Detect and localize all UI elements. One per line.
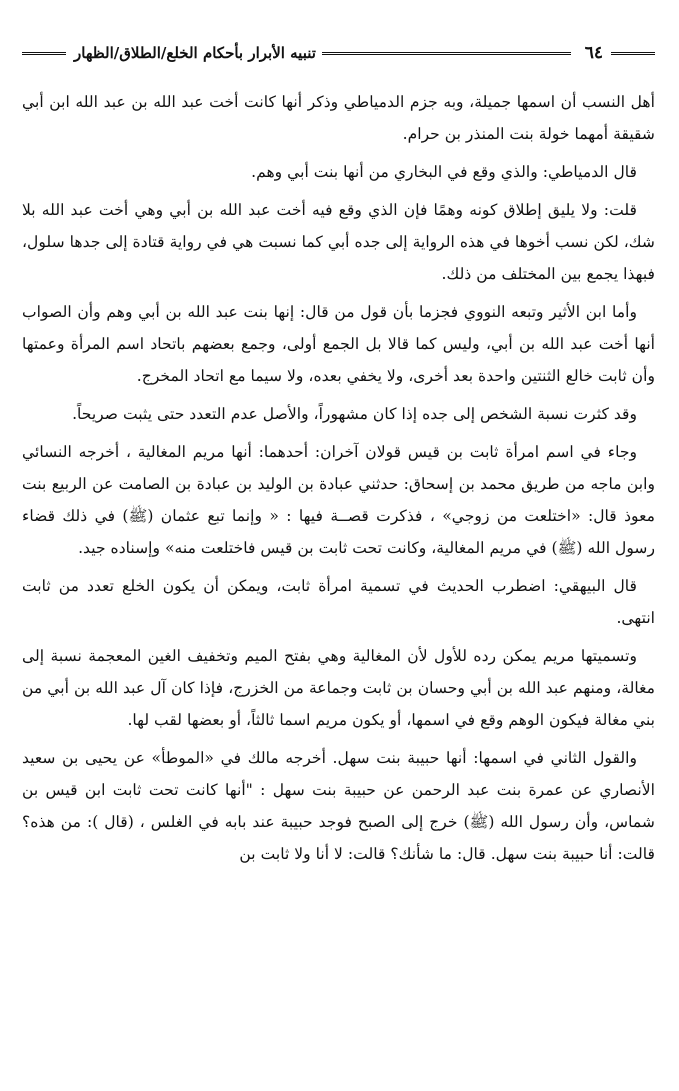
paragraph: وأما ابن الأثير وتبعه النووي فجزما بأن قول من قال: إنها بنت عبد الله بن أبي وهم وأن الصواب أنها أخت عبد الله بن أبي، وليس كما قالا بل الجمع أولى، وجمع بعضهم باتحاد اسم المرأة وعمتها وأن ثابت خالع الثنتين واحدة بعد أخرى، ولا يخفي بعده، ولا سيما مع اتحاد المخرج.: [22, 303, 655, 385]
header-rule-middle: [322, 52, 571, 55]
paragraph: وتسميتها مريم يمكن رده للأول لأن المغالية وهي بفتح الميم وتخفيف الغين المعجمة نسبة إلى مغالة، ومنهم عبد الله بن أبي وحسان بن ثابت وجماعة من الخزرج، فإذا كان آل عبد الله بن أبي من بني مغالة فيكون الوهم وقع في اسمها، أو يكون مريم اسما ثالثاً، أو بعضها لقب لها.: [22, 647, 655, 729]
header-rule-right: [611, 52, 655, 55]
paragraph: قال البيهقي: اضطرب الحديث في تسمية امرأة ثابت، ويمكن أن يكون الخلع تعدد من ثابت انتهى.: [22, 577, 655, 627]
header-rule-left: [22, 52, 66, 55]
paragraph: وجاء في اسم امرأة ثابت بن قيس قولان آخران: أحدهما: أنها مريم المغالية ، أخرجه النسائي وابن ماجه من طريق محمد بن إسحاق: حدثني عبادة بن الوليد بن عبادة بن الصامت عن الربيع بنت معوذ قال: «اختلعت من زوجي» ، فذكرت قصــة فيها : « وإنما تبع عثمان (ﷺ) في ذلك قضاء رسول الله (ﷺ) في مريم المغالية، وكانت تحت ثابت بن قيس فاختلعت منه» وإسناده جيد.: [22, 443, 655, 557]
paragraph: قال الدمياطي: والذي وقع في البخاري من أنها بنت أبي وهم.: [251, 163, 637, 181]
paragraph: قلت: ولا يليق إطلاق كونه وهمًا فإن الذي وقع فيه أخت عبد الله بن أبي وهي أخت عبد الله بلا شك، لكن نسب أخوها في هذه الرواية إلى جده أبي كما نسبت هي في رواية قتادة إلى جدها سلول، فبهذا يجمع بين المختلف من ذلك.: [22, 201, 655, 283]
running-header: [22, 34, 655, 72]
book-title: تنبيه الأبرار بأحكام الخلع/الطلاق/الظهار: [74, 44, 316, 62]
paragraph: أهل النسب أن اسمها جميلة، وبه جزم الدمياطي وذكر أنها كانت أخت عبد الله بن عبد الله ابن أبي شقيقة أمهما خولة بنت المنذر بن حرام.: [22, 93, 655, 143]
body-text: [22, 86, 655, 870]
paragraph: وقد كثرت نسبة الشخص إلى جده إذا كان مشهوراً، والأصل عدم التعدد حتى يثبت صريحاً.: [72, 405, 637, 423]
paragraph: والقول الثاني في اسمها: أنها حبيبة بنت سهل. أخرجه مالك في «الموطأ» عن يحيى بن سعيد الأنصاري عن عمرة بنت عبد الرحمن عن حبيبة بنت سهل : "أنها كانت تحت ثابت ابن قيس بن شماس، وأن رسول الله (ﷺ) خرج إلى الصبح فوجد حبيبة عند بابه في الغلس ، (قال ): من هذه؟ قالت: أنا حبيبة بنت سهل. قال: ما شأنك؟ قالت: لا أنا ولا ثابت بن: [22, 749, 655, 863]
page: [22, 34, 655, 1091]
page-number: ٦٤: [584, 43, 603, 63]
